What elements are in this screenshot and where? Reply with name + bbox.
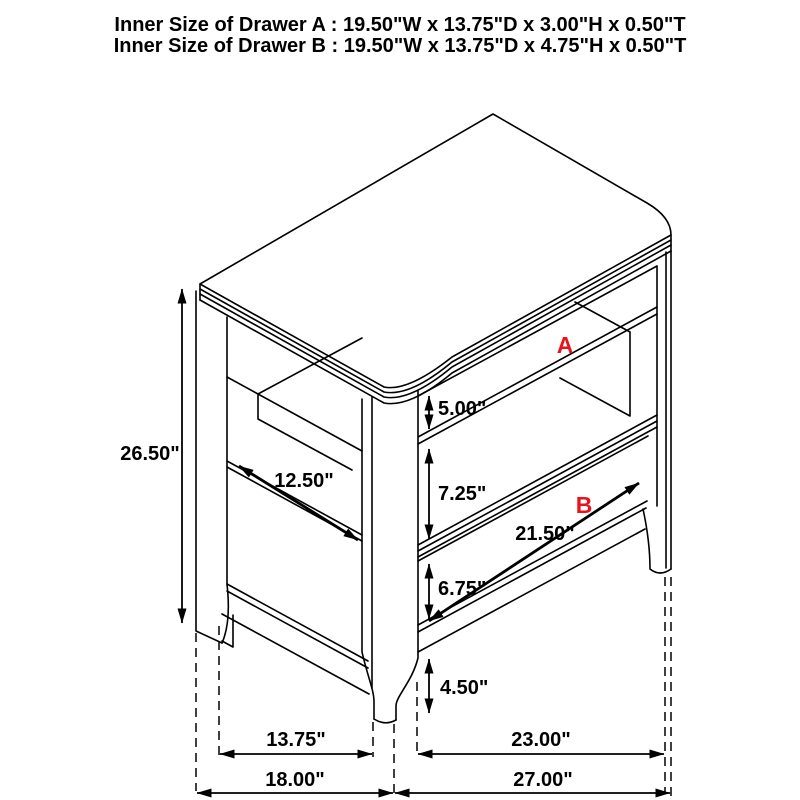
side-apron-bottom bbox=[227, 377, 362, 451]
right-corner-post-outer bbox=[666, 251, 671, 569]
side-bottom-rail bbox=[222, 584, 369, 694]
overall-width-label: 27.00" bbox=[513, 769, 573, 791]
overall-height-label: 26.50" bbox=[120, 443, 180, 465]
drawer-b-width-label: 21.50" bbox=[515, 523, 575, 545]
back-left-leg-inner bbox=[222, 317, 228, 643]
drawer-a-height-label: 5.00" bbox=[438, 398, 487, 420]
projection-lines bbox=[196, 577, 671, 797]
front-foot-bottom bbox=[374, 719, 396, 723]
front-leg-spacing-label: 23.00" bbox=[511, 729, 571, 751]
leg-height-label: 4.50" bbox=[440, 677, 489, 699]
drawer-b-label: B bbox=[575, 492, 593, 518]
side-leg-spacing-label: 13.75" bbox=[266, 729, 326, 751]
title-line-1: Inner Size of Drawer A : 19.50"W x 13.75"D x 3.00"H x 0.50"T bbox=[114, 14, 686, 36]
side-opening-back-corner bbox=[258, 338, 362, 470]
side-shelf-depth-label: 12.50" bbox=[274, 470, 334, 492]
open-shelf-height-label: 7.25" bbox=[438, 483, 487, 505]
front-opening-back-corner bbox=[560, 302, 630, 416]
drawer-a-label: A bbox=[556, 332, 574, 358]
front-post-right-edge bbox=[396, 391, 418, 720]
tabletop-surface bbox=[200, 114, 671, 388]
title-line-2: Inner Size of Drawer B : 19.50"W x 13.75"D x 4.75"H x 0.50"T bbox=[113, 35, 687, 57]
tabletop bbox=[200, 114, 671, 404]
back-left-leg-outer bbox=[196, 291, 222, 643]
overall-depth-label: 18.00" bbox=[265, 769, 325, 791]
drawer-a-face-top bbox=[418, 266, 657, 396]
drawer-b-height-label: 6.75" bbox=[438, 578, 487, 600]
